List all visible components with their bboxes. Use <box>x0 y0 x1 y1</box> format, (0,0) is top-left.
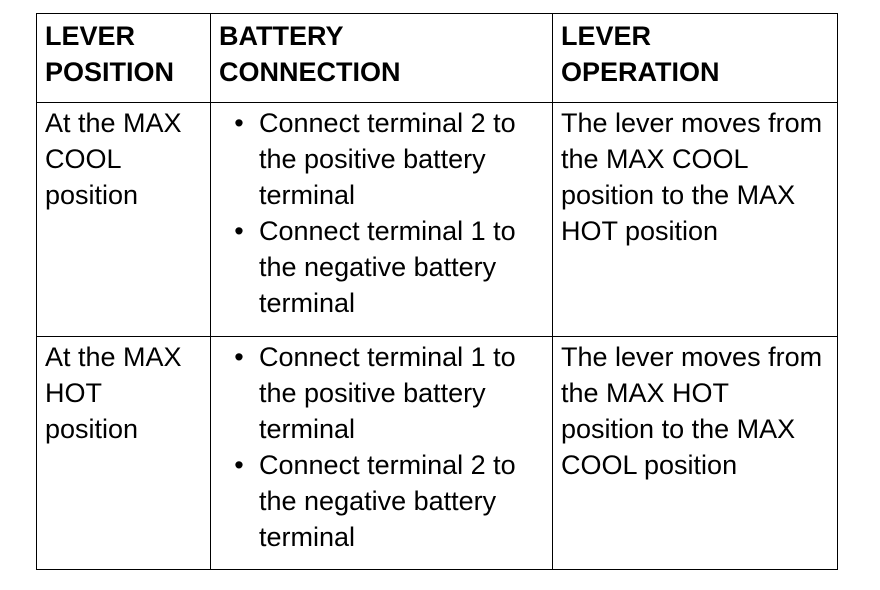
header-lever-operation <box>553 14 838 103</box>
cell-lever-position: At the MAX COOL position <box>37 103 211 337</box>
connection-list <box>219 339 544 555</box>
bullet-icon: • <box>234 450 244 480</box>
bullet-icon: • <box>234 108 244 138</box>
cell-battery-connection <box>211 103 553 337</box>
bullet-icon: • <box>234 342 244 372</box>
header-text: LEVER <box>45 21 136 51</box>
connection-list <box>219 105 544 321</box>
cell-battery-connection <box>211 337 553 570</box>
table-header-row <box>37 14 838 103</box>
header-lever-position <box>37 14 211 103</box>
header-text: LEVER <box>561 21 652 51</box>
bullet-icon: • <box>234 216 244 246</box>
header-text: CONNECTION <box>219 57 401 87</box>
connection-text: Connect terminal 2 to the negative battery terminal <box>259 450 516 552</box>
table-row <box>37 103 838 337</box>
lever-operation-table <box>36 13 838 570</box>
connection-text: Connect terminal 1 to the negative battery terminal <box>259 216 516 318</box>
cell-lever-position: At the MAX HOT position <box>37 337 211 570</box>
table-row <box>37 337 838 570</box>
cell-lever-operation: The lever moves from the MAX HOT position to the MAX COOL position <box>553 337 838 570</box>
header-battery-connection <box>211 14 553 103</box>
header-text: POSITION <box>45 57 175 87</box>
connection-text: Connect terminal 1 to the positive battery terminal <box>259 342 516 444</box>
cell-lever-operation: The lever moves from the MAX COOL position to the MAX HOT position <box>553 103 838 337</box>
header-text: BATTERY <box>219 21 344 51</box>
list-item <box>219 213 544 321</box>
header-text: OPERATION <box>561 57 720 87</box>
connection-text: Connect terminal 2 to the positive battery terminal <box>259 108 516 210</box>
list-item <box>219 447 544 555</box>
list-item <box>219 105 544 213</box>
list-item <box>219 339 544 447</box>
